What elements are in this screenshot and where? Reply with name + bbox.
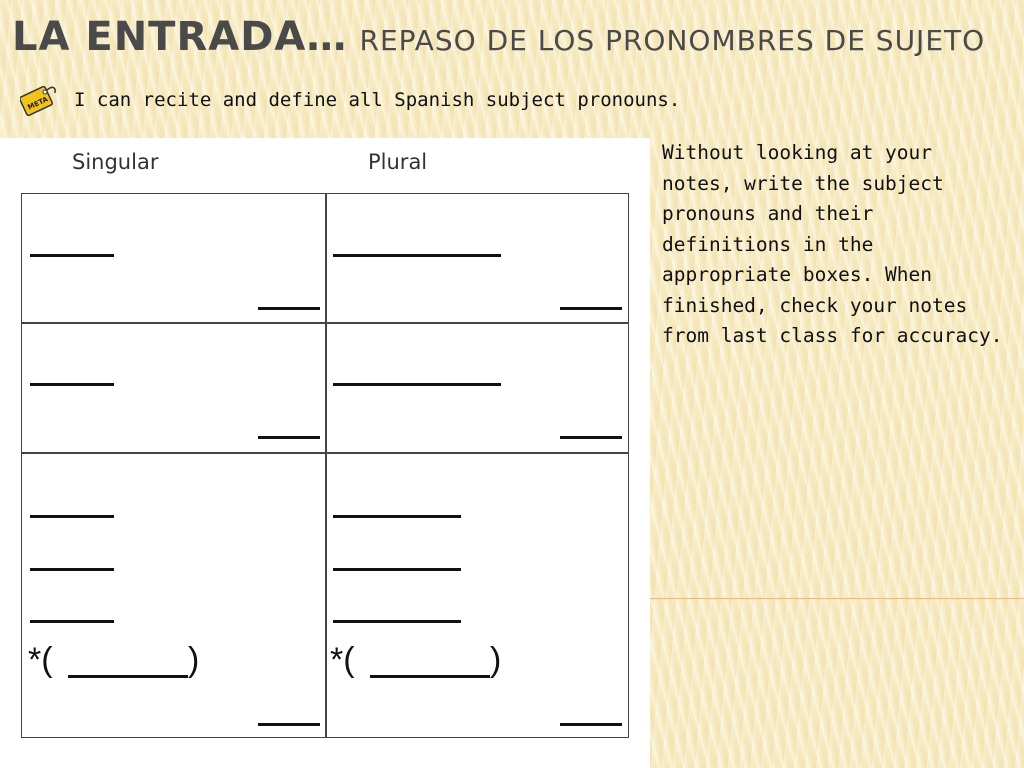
- blank-pronoun: [333, 515, 461, 518]
- header-plural: Plural: [368, 150, 428, 174]
- objective-text: I can recite and define all Spanish subject pronouns.: [74, 89, 681, 111]
- blank-pronoun: [30, 254, 114, 257]
- meta-tag-icon: [20, 83, 58, 117]
- slide-title: [12, 14, 985, 60]
- meta-tag-label: META: [26, 95, 50, 112]
- instructions-text: Without looking at your notes, write the subject pronouns and their definitions in the appropriate boxes. When finished, check your notes from last class for accuracy.: [662, 141, 1003, 347]
- cell-singular-2: [22, 323, 325, 452]
- learning-objective: [20, 80, 720, 120]
- blank-pronoun: [30, 515, 114, 518]
- blank-pronoun: [333, 254, 501, 257]
- asterisk-open: *(: [28, 641, 53, 679]
- blank-pronoun-optional: [68, 675, 188, 678]
- cell-singular-3: [22, 453, 325, 739]
- cell-plural-1: [326, 194, 630, 322]
- blank-pronoun: [30, 620, 114, 623]
- blank-pronoun: [333, 383, 501, 386]
- blank-pronoun: [30, 568, 114, 571]
- blank-definition: [560, 307, 622, 310]
- asterisk-open: *(: [330, 641, 355, 679]
- slide-title-sub: REPASO DE LOS PRONOMBRES DE SUJETO: [359, 24, 986, 57]
- worksheet-panel: [0, 138, 650, 768]
- paren-close: ): [188, 641, 200, 679]
- pronoun-grid: [21, 193, 629, 738]
- decorative-rule: [650, 598, 1024, 599]
- paren-close: ): [490, 641, 502, 679]
- blank-definition: [560, 723, 622, 726]
- blank-pronoun: [333, 568, 461, 571]
- cell-plural-2: [326, 323, 630, 452]
- blank-definition: [258, 723, 320, 726]
- blank-pronoun: [333, 620, 461, 623]
- blank-definition: [258, 307, 320, 310]
- blank-definition: [560, 436, 622, 439]
- cell-plural-3: [326, 453, 630, 739]
- slide-title-main: LA ENTRADA…: [12, 14, 348, 60]
- header-singular: Singular: [72, 150, 159, 174]
- blank-pronoun: [30, 383, 114, 386]
- blank-pronoun-optional: [370, 675, 490, 678]
- blank-definition: [258, 436, 320, 439]
- cell-singular-1: [22, 194, 325, 322]
